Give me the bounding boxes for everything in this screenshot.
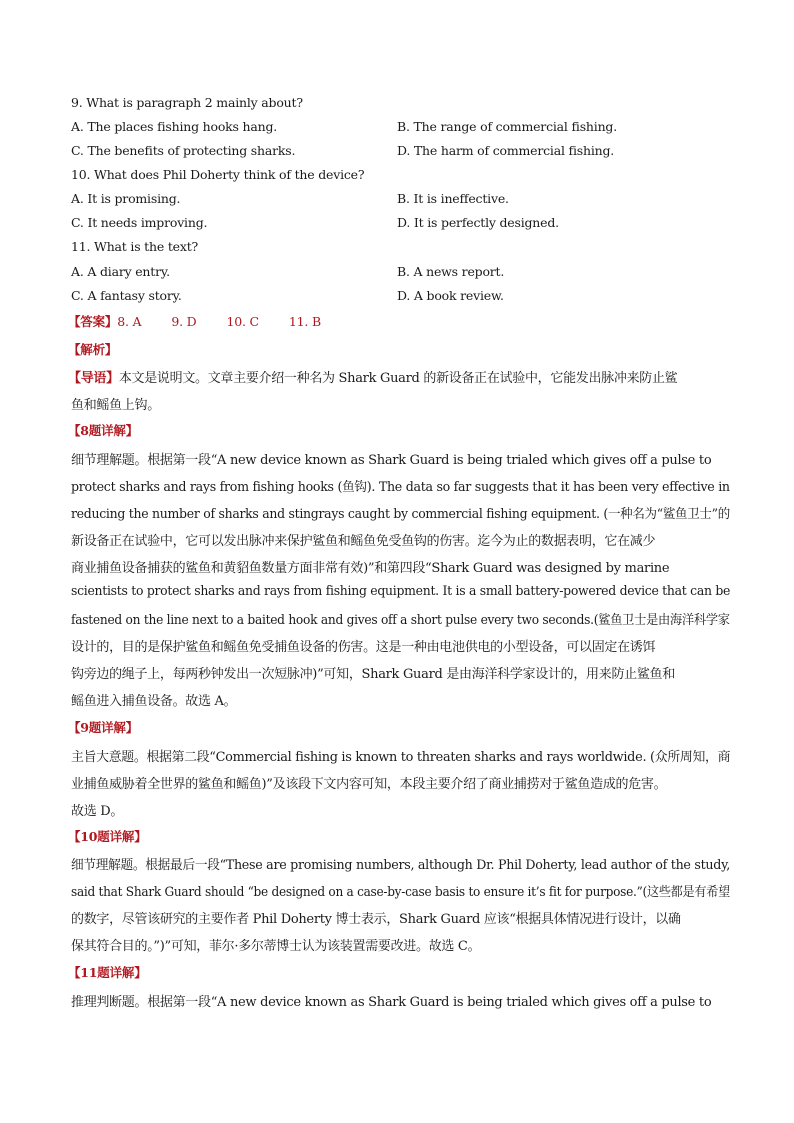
answer-label: 【答案】: [68, 314, 118, 329]
q8-label: 【8题详解】: [68, 423, 138, 438]
q8-line-10: 鳐鱼进入捕鱼设备。故选 A。: [71, 694, 237, 709]
q9-line-1: 主旨大意题。根据第二段“Commercial fishing is known to threaten sharks and rays worldwide. (众所周知，商: [71, 750, 731, 765]
q8-line-5: 商业捕鱼设备捕获的鲨鱼和黄貂鱼数量方面非常有效)”和第四段“Shark Guard was designed by marine: [71, 561, 670, 576]
analysis-label: 【解析】: [68, 342, 118, 357]
q8-line-4: 新设备正在试验中，它可以发出脉冲来保护鲨鱼和鳐鱼免受鱼钩的伤害。迄今为止的数据表明，它在减少: [71, 534, 656, 549]
question-10-option-b: B. It is ineffective.: [397, 191, 509, 206]
q11-label: 【11题详解】: [68, 965, 147, 980]
question-11-option-c: C. A fantasy story.: [71, 288, 182, 303]
q10-line-2: said that Shark Guard should “be designed on a case-by-case basis to ensure it’s fit for purpose.”(这些都是有希望: [71, 885, 730, 900]
q10-line-1: 细节理解题。根据最后一段“These are promising numbers, although Dr. Phil Doherty, lead author of the study,: [71, 858, 731, 873]
q8-line-1: 细节理解题。根据第一段“A new device known as Shark Guard is being trialed which gives off a pulse to: [71, 453, 712, 468]
q8-line-6: scientists to protect sharks and rays from fishing equipment. It is a small battery-powered device that can be: [71, 584, 731, 599]
q10-line-3: 的数字，尽管该研究的主要作者 Phil Doherty 博士表示，Shark Guard 应该“根据具体情况进行设计，以确: [71, 912, 681, 927]
question-10-stem: 10. What does Phil Doherty think of the device?: [71, 167, 365, 182]
guide-label: 【导语】: [68, 371, 119, 386]
question-9-stem: 9. What is paragraph 2 mainly about?: [71, 95, 303, 110]
q8-line-9: 钩旁边的绳子上，每两秒钟发出一次短脉冲)”可知，Shark Guard 是由海洋科学家设计的，用来防止鲨鱼和: [71, 667, 675, 682]
question-9-option-c: C. The benefits of protecting sharks.: [71, 143, 296, 158]
question-10-option-c: C. It needs improving.: [71, 215, 208, 230]
guide-line-1: 【导语】本文是说明文。文章主要介绍一种名为 Shark Guard 的新设备正在试验中，它能发出脉冲来防止鲨: [68, 371, 678, 386]
q9-label: 【9题详解】: [68, 720, 138, 735]
question-9-option-a: A. The places fishing hooks hang.: [71, 119, 278, 134]
question-11-option-a: A. A diary entry.: [71, 264, 170, 279]
question-9-option-d: D. The harm of commercial fishing.: [397, 143, 615, 158]
answer-item-9: 9. D: [171, 314, 197, 329]
question-10-option-a: A. It is promising.: [71, 191, 181, 206]
q9-line-2: 业捕鱼威胁着全世界的鲨鱼和鳐鱼)”及该段下文内容可知，本段主要介绍了商业捕捞对于鲨鱼造成的危害。: [71, 777, 667, 792]
question-9-option-b: B. The range of commercial fishing.: [397, 119, 618, 134]
question-11-option-d: D. A book review.: [397, 288, 504, 303]
q11-line-1: 推理判断题。根据第一段“A new device known as Shark Guard is being trialed which gives off a pulse to: [71, 995, 712, 1010]
answer-item-8: 8. A: [117, 314, 142, 329]
question-10-option-d: D. It is perfectly designed.: [397, 215, 559, 230]
q9-line-3: 故选 D。: [71, 804, 124, 819]
guide-line-2: 鱼和鳐鱼上钩。: [71, 398, 160, 413]
q8-line-3: reducing the number of sharks and stingrays caught by commercial fishing equipment. (一种名为“鲨鱼卫士”的: [71, 507, 730, 522]
question-11-option-b: B. A news report.: [397, 264, 505, 279]
answer-item-11: 11. B: [288, 314, 321, 329]
q10-label: 【10题详解】: [68, 829, 147, 844]
question-11-stem: 11. What is the text?: [71, 239, 199, 254]
q8-line-7: fastened on the line next to a baited hook and gives off a short pulse every two seconds.(鲨鱼卫士是由海洋科学家: [71, 613, 730, 628]
q8-line-8: 设计的，目的是保护鲨鱼和鳐鱼免受捕鱼设备的伤害。这是一种由电池供电的小型设备，可以固定在诱饵: [71, 640, 656, 655]
q10-line-4: 保其符合目的。”)”可知，菲尔·多尔蒂博士认为该装置需要改进。故选 C。: [71, 939, 481, 954]
q8-line-2: protect sharks and rays from fishing hooks (鱼钩). The data so far suggests that it has been very effective in: [71, 480, 730, 495]
answer-item-10: 10. C: [226, 314, 259, 329]
answer-line: [68, 312, 321, 330]
